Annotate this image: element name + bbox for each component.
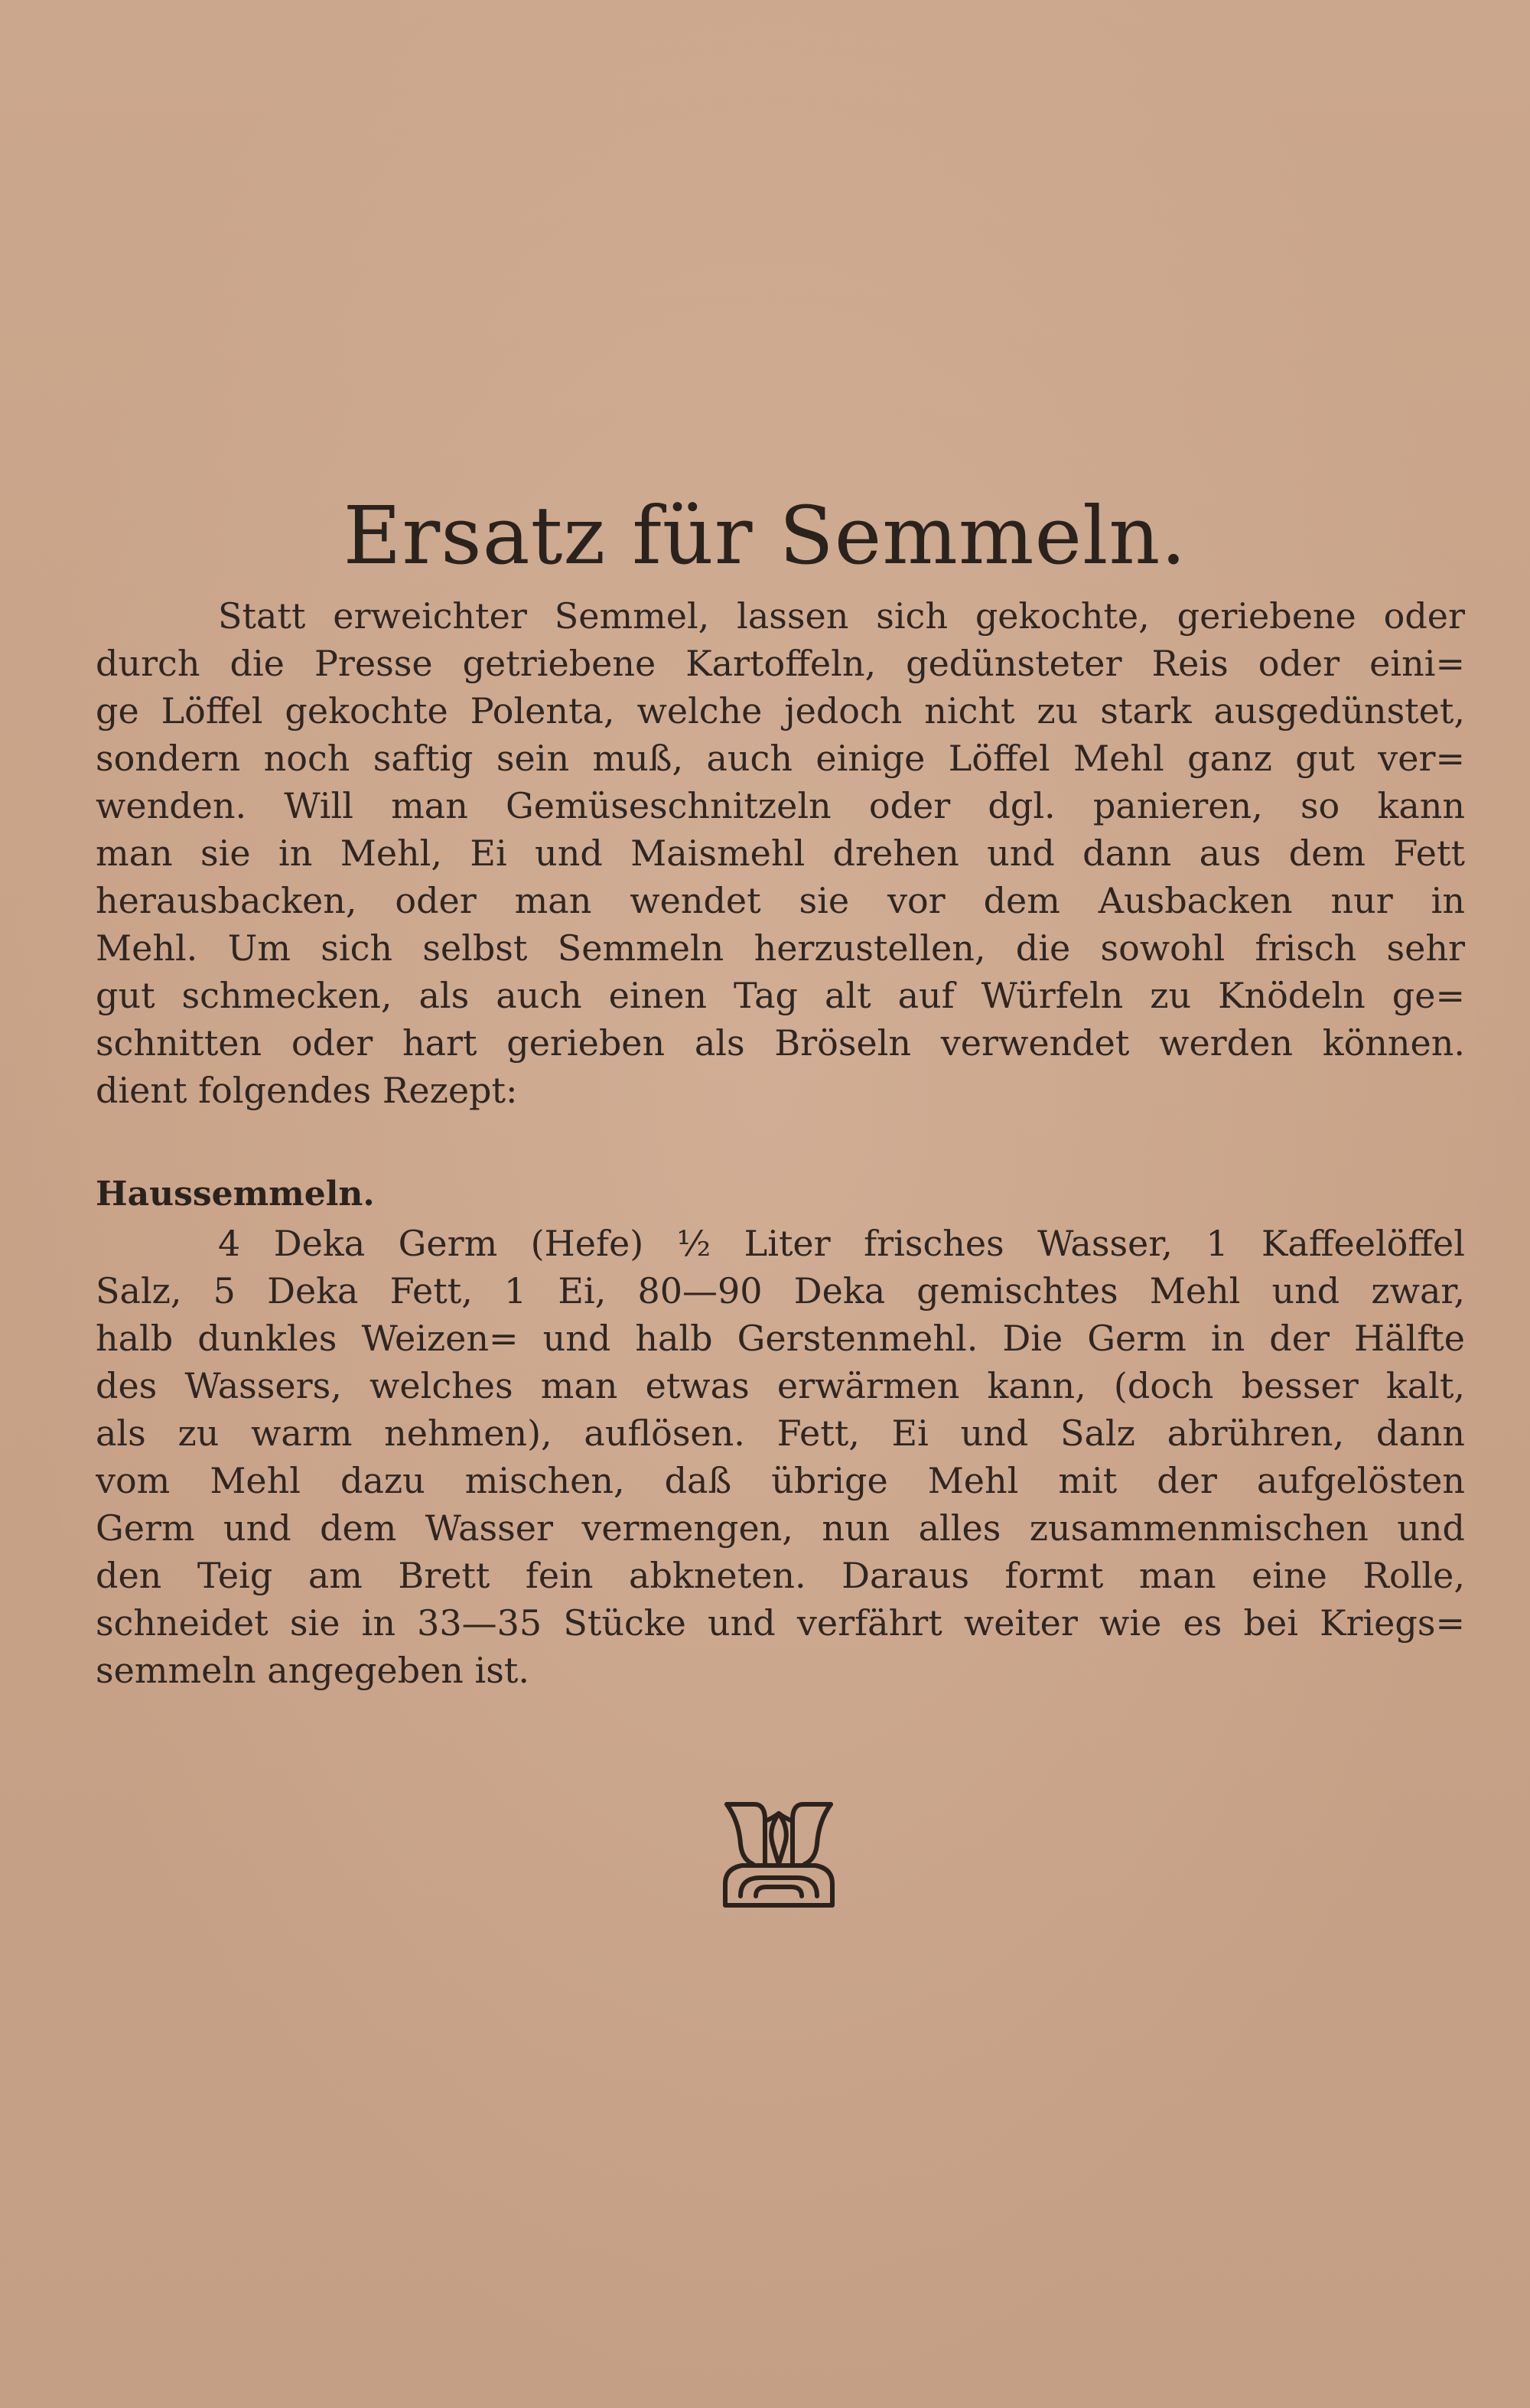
page-title: Ersatz für Semmeln.	[343, 488, 1187, 582]
text-line: schneidet sie in 33—35 Stücke und verfährt weiter wie es bei Kriegs=	[96, 1602, 1465, 1644]
text-line: den Teig am Brett fein abkneten. Daraus formt man eine Rolle,	[96, 1555, 1465, 1596]
intro-paragraph	[96, 592, 1465, 1114]
text-line: 4 Deka Germ (Hefe) ½ Liter frisches Wasser, 1 Kaffeelöffel	[218, 1223, 1465, 1264]
recipe-heading: Haussemmeln.	[96, 1175, 375, 1214]
text-line: sondern noch saftig sein muß, auch einige Löffel Mehl ganz gut ver=	[96, 738, 1465, 779]
text-line: Mehl. Um sich selbst Semmeln herzustellen, die sowohl frisch sehr	[96, 927, 1465, 969]
text-line: man sie in Mehl, Ei und Maismehl drehen und dann aus dem Fett	[96, 833, 1465, 874]
text-line: semmeln angegeben ist.	[96, 1650, 529, 1691]
text-line: ge Löffel gekochte Polenta, welche jedoch nicht zu stark ausgedünstet,	[96, 690, 1465, 732]
text-line: dient folgendes Rezept:	[96, 1070, 518, 1111]
text-line: wenden. Will man Gemüseschnitzeln oder dgl. panieren, so kann	[96, 785, 1465, 826]
text-line: durch die Presse getriebene Kartoffeln, gedünsteter Reis oder eini=	[96, 643, 1465, 684]
text-line: als zu warm nehmen), auflösen. Fett, Ei und Salz abrühren, dann	[96, 1413, 1465, 1454]
text-line: herausbacken, oder man wendet sie vor dem Ausbacken nur in	[96, 880, 1465, 921]
text-line: schnitten oder hart gerieben als Bröseln verwendet werden können.	[96, 1022, 1465, 1064]
text-line: gut schmecken, als auch einen Tag alt auf Würfeln zu Knödeln ge=	[96, 975, 1465, 1016]
text-line: des Wassers, welches man etwas erwärmen kann, (doch besser kalt,	[96, 1365, 1465, 1406]
recipe-paragraph	[96, 1220, 1465, 1694]
text-line: Statt erweichter Semmel, lassen sich gekochte, geriebene oder	[218, 595, 1465, 637]
text-line: Salz, 5 Deka Fett, 1 Ei, 80—90 Deka gemischtes Mehl und zwar,	[96, 1270, 1465, 1312]
text-line: halb dunkles Weizen= und halb Gerstenmehl. Die Germ in der Hälfte	[96, 1318, 1465, 1359]
floral-ornament-icon	[719, 1798, 838, 1913]
text-line: vom Mehl dazu mischen, daß übrige Mehl mit der aufgelösten	[96, 1460, 1465, 1501]
text-line: Germ und dem Wasser vermengen, nun alles zusammenmischen und	[96, 1507, 1465, 1549]
